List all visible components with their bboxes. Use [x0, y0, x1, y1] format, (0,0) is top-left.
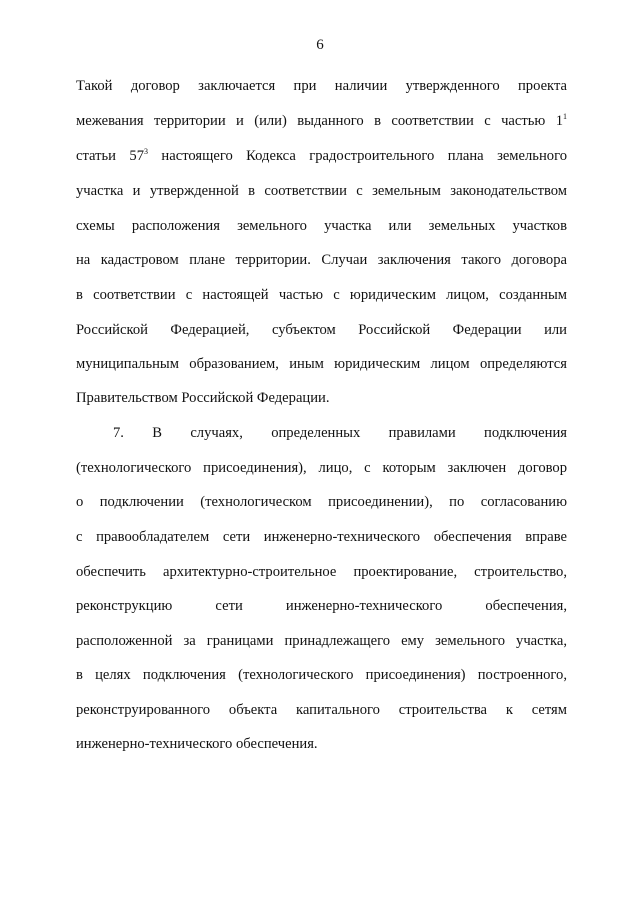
line-text: межевания территории и (или) выданного в соответствии с частью 1: [76, 113, 563, 129]
page-number: 6: [316, 37, 324, 53]
paragraph-line: с правообладателем сети инженерно-технического обеспечения вправе: [76, 529, 567, 545]
superscript: 3: [144, 147, 148, 156]
paragraph-line: инженерно-технического обеспечения.: [76, 736, 318, 752]
paragraph-line: схемы расположения земельного участка или земельных участков: [76, 218, 567, 234]
paragraph-line: 7. В случаях, определенных правилами подключения: [113, 425, 567, 441]
paragraph-line: обеспечить архитектурно-строительное проектирование, строительство,: [76, 564, 567, 580]
paragraph-line: [76, 147, 567, 165]
paragraph-line: Правительством Российской Федерации.: [76, 390, 330, 406]
paragraph-line: на кадастровом плане территории. Случаи заключения такого договора: [76, 252, 567, 268]
paragraph-line: (технологического присоединения), лицо, с которым заключен договор: [76, 460, 567, 476]
paragraph-line: реконструированного объекта капитального строительства к сетям: [76, 702, 567, 718]
line-text: настоящего Кодекса градостроительного плана земельного: [148, 148, 567, 164]
paragraph-line: участка и утвержденной в соответствии с земельным законодательством: [76, 183, 567, 199]
superscript: 1: [563, 112, 567, 121]
paragraph-line: расположенной за границами принадлежащего ему земельного участка,: [76, 633, 567, 649]
paragraph-line: Такой договор заключается при наличии утвержденного проекта: [76, 78, 567, 94]
paragraph-line: [76, 112, 567, 130]
paragraph-line: муниципальным образованием, иным юридическим лицом определяются: [76, 356, 567, 372]
paragraph-line: о подключении (технологическом присоединении), по согласованию: [76, 494, 567, 510]
paragraph-line: в целях подключения (технологического присоединения) построенного,: [76, 667, 567, 683]
paragraph-line: в соответствии с настоящей частью с юридическим лицом, созданным: [76, 287, 567, 303]
line-text: статьи 57: [76, 148, 144, 164]
paragraph-line: Российской Федерацией, субъектом Российской Федерации или: [76, 322, 567, 338]
paragraph-line: реконструкцию сети инженерно-технического обеспечения,: [76, 598, 567, 614]
